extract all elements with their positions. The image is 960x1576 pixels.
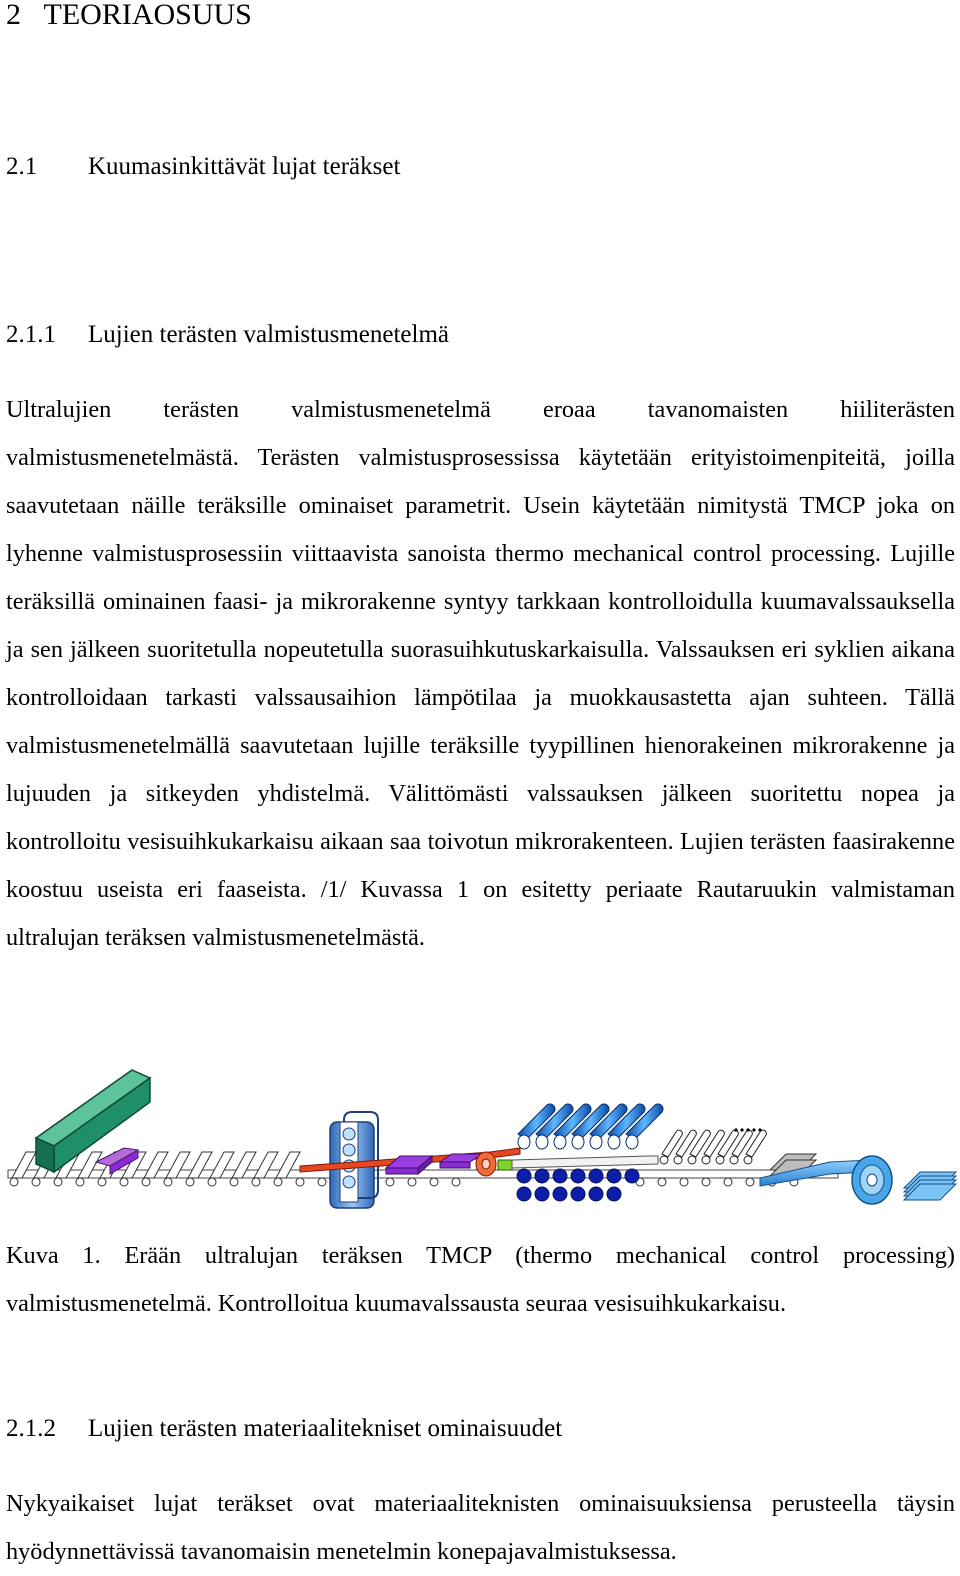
chapter-title: TEORIAOSUUS <box>43 0 252 31</box>
section-heading <box>6 152 400 182</box>
rolling-mill-stand <box>330 1112 378 1208</box>
sheet-stack <box>904 1172 956 1200</box>
subsection-title-1: Lujien terästen valmistusmenetelmä <box>88 321 449 348</box>
figure-caption: Kuva 1. Erään ultralujan teräksen TMCP (thermo mechanical control processing) valmistusmenetelmä. Kontrolloitua kuumavalssausta seuraa vesisuihkukarkaisu. <box>6 1242 955 1317</box>
subsection-number-2: 2.1.2 <box>6 1415 56 1442</box>
subsection-heading-2 <box>6 1414 562 1444</box>
run-out-table <box>660 1130 766 1164</box>
body-paragraph-1: Ultralujien terästen valmistusmenetelmä eroaa tavanomaisten hiiliterästen valmistusmenetelmästä. Terästen valmistusprosessissa käytetään erityistoimenpiteitä, joilla saavutetaan näille teräksille ominaiset parametrit. Usein käytetään nimitystä TMCP joka on lyhenne valmistusprosessiin viittaavista sanoista thermo mechanical control processing. Lujille teräksillä ominainen faasi- ja mikrorakenne syntyy tarkkaan kontrolloidulla kuumavalssauksella ja sen jälkeen suoritetulla nopeutetulla suorasuihkutuskarkaisulla. Valssauksen eri syklien aikana kontrolloidaan tarkasti valssausaihion lämpötilaa ja muokkausastetta ajan suhteen. Tällä valmistusmenetelmällä saavutetaan lujille teräksille tyypillinen hienorakeinen mikrorakenne ja lujuuden ja sitkeyden yhdistelmä. Välittömästi valssauksen jälkeen suoritettu nopea ja kontrolloitu vesisuihkukarkaisu aikaan saa toivotun mikrorakenteen. Lujien terästen faasirakenne koostuu useista eri faaseista. /1/ Kuvassa 1 on esitetty periaate Rautaruukin valmistaman ultralujan teräksen valmistusmenetelmästä. <box>6 396 955 951</box>
tmcp-process-illustration <box>0 1060 960 1230</box>
subsection-heading-1 <box>6 320 449 350</box>
section-number: 2.1 <box>6 153 38 180</box>
chapter-number: 2 <box>6 0 21 31</box>
tmcp-process-figure <box>0 1060 960 1230</box>
body-paragraph-2: Nykyaikaiset lujat teräkset ovat materiaaliteknisten ominaisuuksiensa perusteella täysin hyödynnettävissä tavanomaisin menetelmin konepajavalmistuksessa. <box>6 1490 955 1565</box>
ellipsis-dots <box>734 1128 761 1131</box>
section-title: Kuumasinkittävät lujat teräkset <box>88 153 401 180</box>
chapter-heading <box>6 0 252 32</box>
subsection-title-2: Lujien terästen materiaalitekniset ominaisuudet <box>88 1415 563 1442</box>
subsection-number-1: 2.1.1 <box>6 321 56 348</box>
